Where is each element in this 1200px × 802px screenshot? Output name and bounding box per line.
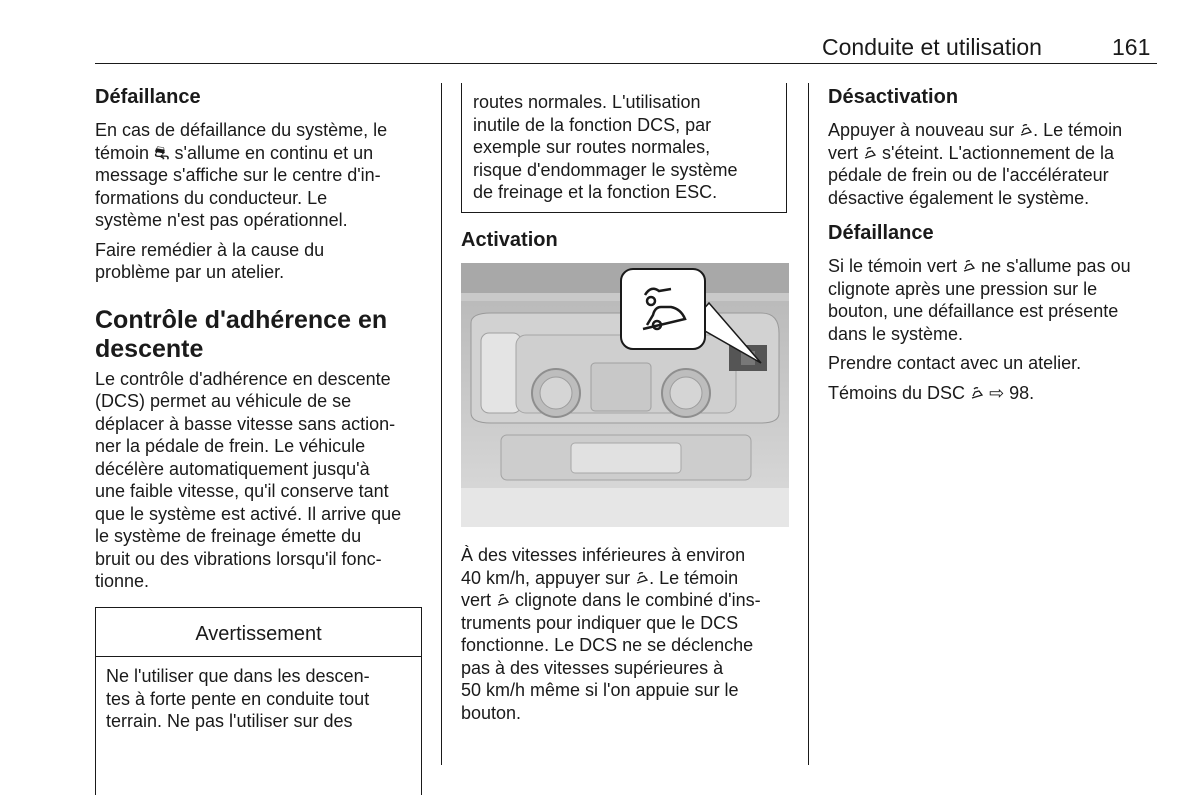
paragraph-repair: Faire remédier à la cause du problème par un atelier. <box>95 239 325 282</box>
section-heading-failure: Défaillance <box>95 86 201 108</box>
warning-title: Avertissement <box>96 608 421 657</box>
section-heading-deactivation: Désactivation <box>828 86 959 108</box>
dcs-hill-descent-icon <box>635 571 649 585</box>
paragraph-reference: Témoins du DSC ⇨ 98. <box>828 382 1035 403</box>
paragraph-dcs-intro: Le contrôle d'adhérence en descente (DCS) permet au véhicule de se déplacer à basse vitesse sans action- ner la pédale de frein. Le véhicule décélère automatiquement jusqu'à une faible vitesse, qu'il conserve tant que le système est activé. Il arrive que le système de freinage émette du bruit ou des vibrations lorsqu'il fonc- tionne. <box>95 368 402 591</box>
paragraph-activation: À des vitesses inférieures à environ 40 km/h, appuyer sur . Le témoin vert clignote dans le combiné d'ins- truments pour indiquer que le DCS fonctionne. Le DCS ne se déclenche pas à des vitesses supérieures à 50 km/h même si l'on appuie sur le bouton. <box>461 545 761 723</box>
page-number: 161 <box>1112 34 1151 60</box>
page-header-title: Conduite et utilisation <box>822 34 1042 60</box>
section-heading-activation: Activation <box>461 229 558 251</box>
warning-continuation-box <box>461 83 787 213</box>
paragraph-failure: En cas de défaillance du système, le témoin ⛐ s'allume en continu et un message s'affiche sur le centre d'in- formations du conducteur. Le système n'est pas opérationnel. <box>95 120 388 230</box>
activation-text <box>461 544 791 731</box>
warning-box <box>95 607 422 795</box>
dcs-hill-descent-icon <box>496 593 510 607</box>
header-rule <box>95 63 1157 64</box>
warning-header <box>95 607 422 657</box>
paragraph-contact: Prendre contact avec un atelier. <box>828 353 1082 373</box>
section-heading-failure-2: Défaillance <box>828 222 934 244</box>
paragraph-deactivation: Appuyer à nouveau sur . Le témoin vert s'éteint. L'actionnement de la pédale de frein ou de l'accélérateur désactive également le système. <box>828 120 1123 208</box>
dcs-hill-descent-icon <box>962 259 976 273</box>
paragraph-failure-2: Si le témoin vert ne s'allume pas ou clignote après une pression sur le bouton, une défaillance est présente dans le système. <box>828 256 1131 344</box>
dcs-hill-descent-icon <box>1019 123 1033 137</box>
warning-text: Ne l'utiliser que dans les descen- tes à forte pente en conduite tout terrain. Ne pas l'utiliser sur des <box>106 666 370 731</box>
column-divider-right <box>808 83 809 765</box>
dcs-hill-descent-icon <box>970 386 984 400</box>
section-heading-dcs: Contrôle d'adhérence en descente <box>95 305 388 363</box>
page-reference-link[interactable]: ⇨ 98. <box>984 382 1035 403</box>
left-column <box>95 85 425 600</box>
console-illustration <box>461 263 789 527</box>
middle-column <box>461 228 791 262</box>
dcs-hill-descent-icon <box>863 146 877 160</box>
warning-body <box>95 657 422 795</box>
warning-continuation-text: routes normales. L'utilisation inutile de la fonction DCS, par exemple sur routes normales, risque d'endommager le système de freinage et la fonction ESC. <box>473 92 738 202</box>
column-divider-left <box>441 83 442 765</box>
right-column <box>828 85 1158 411</box>
console-photo <box>461 263 789 527</box>
